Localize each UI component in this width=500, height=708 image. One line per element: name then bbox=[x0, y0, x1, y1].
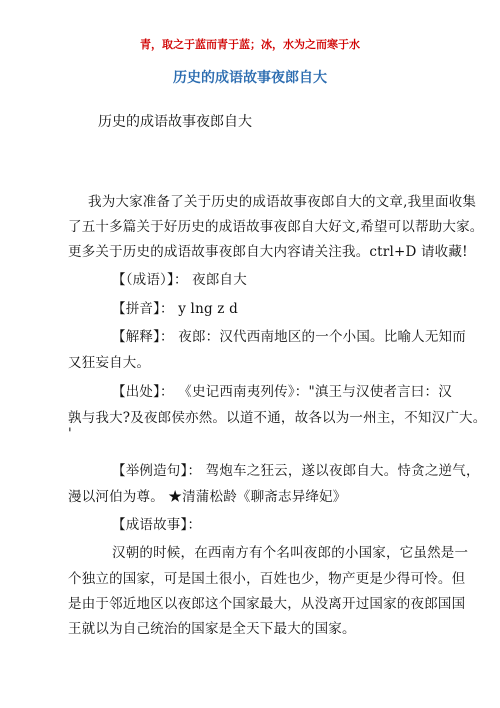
source-line-2: 孰与我大?及夜郎侯亦然。以道不通，故各以为一州主，不知汉广大。 bbox=[68, 410, 487, 426]
story-line-1: 汉朝的时候，在西南方有个名叫夜郎的小国家，它虽然是一 bbox=[112, 545, 469, 561]
explain-line-1: 【解释】： 夜郎：汉代西南地区的一个小国。比喻人无知而 bbox=[112, 329, 466, 345]
source-line-1: 【出处】： 《史记西南夷列传》："滇王与汉使者言曰：汉 bbox=[112, 384, 452, 400]
idiom-line: 【（成语）】： 夜郎自大 bbox=[112, 272, 247, 288]
story-line-2: 个独立的国家，可是国土很小，百姓也少，物产更是少得可怜。但 bbox=[68, 571, 466, 587]
top-motto: 青，取之于蓝而青于蓝；冰，水为之而寒于水 bbox=[140, 38, 360, 51]
article-subtitle: 历史的成语故事夜郎自大 bbox=[98, 114, 252, 130]
explain-line-2: 又狂妄自大。 bbox=[68, 355, 151, 371]
intro-line-2: 了五十多篇关于好历史的成语故事夜郎自大好文,希望可以帮助大家。 bbox=[68, 219, 484, 235]
page-title: 历史的成语故事夜郎自大 bbox=[173, 70, 327, 86]
pinyin-line: 【拼音】： y lng z d bbox=[112, 301, 238, 317]
example-line-2: 漫以河伯为尊。 ★清蒲松龄《聊斋志异绛妃》 bbox=[68, 489, 347, 505]
story-line-4: 王就以为自己统治的国家是全天下最大的国家。 bbox=[68, 621, 356, 637]
source-line-3: ' bbox=[68, 426, 72, 442]
intro-line-3: 更多关于历史的成语故事夜郎自大内容请关注我。ctrl+D 请收藏! bbox=[68, 244, 468, 260]
intro-line-1: 我为大家准备了关于历史的成语故事夜郎自大的文章,我里面收集 bbox=[88, 194, 477, 210]
example-line-1: 【举例造句】： 驾炮车之狂云，遂以夜郎自大。恃贪之逆气， bbox=[112, 463, 480, 479]
story-line-3: 是由于邻近地区以夜郎这个国家最大，从没离开过国家的夜郎国国 bbox=[68, 596, 466, 612]
story-heading: 【成语故事】： bbox=[112, 517, 202, 533]
